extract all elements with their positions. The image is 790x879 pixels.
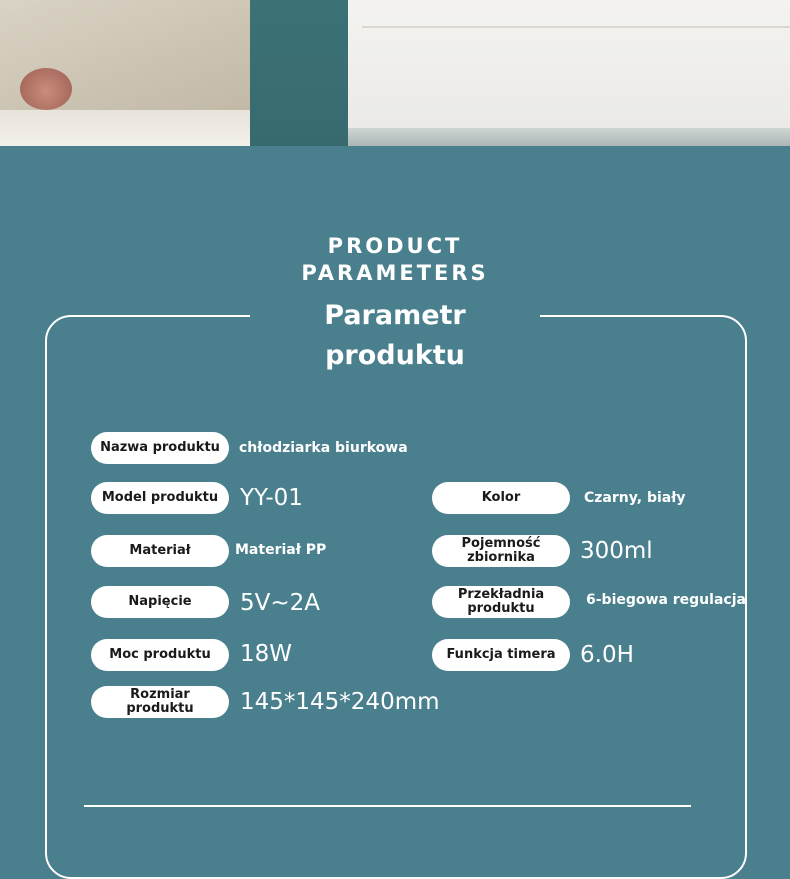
value-power: 18W bbox=[240, 641, 293, 667]
bedside-table-image bbox=[348, 0, 790, 146]
value-capacity: 300ml bbox=[580, 538, 653, 564]
label-color: Kolor bbox=[432, 482, 570, 514]
value-model: YY-01 bbox=[240, 485, 303, 511]
value-product-name: chłodziarka biurkowa bbox=[239, 440, 408, 456]
label-product-name: Nazwa produktu bbox=[91, 432, 229, 464]
label-voltage: Napięcie bbox=[91, 586, 229, 618]
product-photo-banner bbox=[0, 0, 790, 146]
value-material: Materiał PP bbox=[235, 542, 327, 558]
sleeping-person-image bbox=[20, 68, 72, 110]
value-size: 145*145*240mm bbox=[240, 689, 440, 715]
title-en-line1: PRODUCT bbox=[327, 234, 463, 258]
title-en-line2: PARAMETERS bbox=[301, 261, 489, 285]
label-timer: Funkcja timera bbox=[432, 639, 570, 671]
wall-image bbox=[250, 0, 348, 146]
label-gear: Przekładnia produktu bbox=[432, 586, 570, 618]
label-power: Moc produktu bbox=[91, 639, 229, 671]
value-voltage: 5V~2A bbox=[240, 590, 321, 616]
value-timer: 6.0H bbox=[580, 642, 634, 668]
label-model: Model produktu bbox=[91, 482, 229, 514]
bottom-divider bbox=[84, 805, 691, 807]
label-capacity: Pojemność zbiornika bbox=[432, 535, 570, 567]
value-color: Czarny, biały bbox=[584, 490, 686, 506]
value-gear: 6-biegowa regulacja bbox=[586, 592, 746, 608]
title-pl: Parametr produktu bbox=[250, 296, 540, 336]
label-material: Materiał bbox=[91, 535, 229, 567]
label-size: Rozmiar produktu bbox=[91, 686, 229, 718]
